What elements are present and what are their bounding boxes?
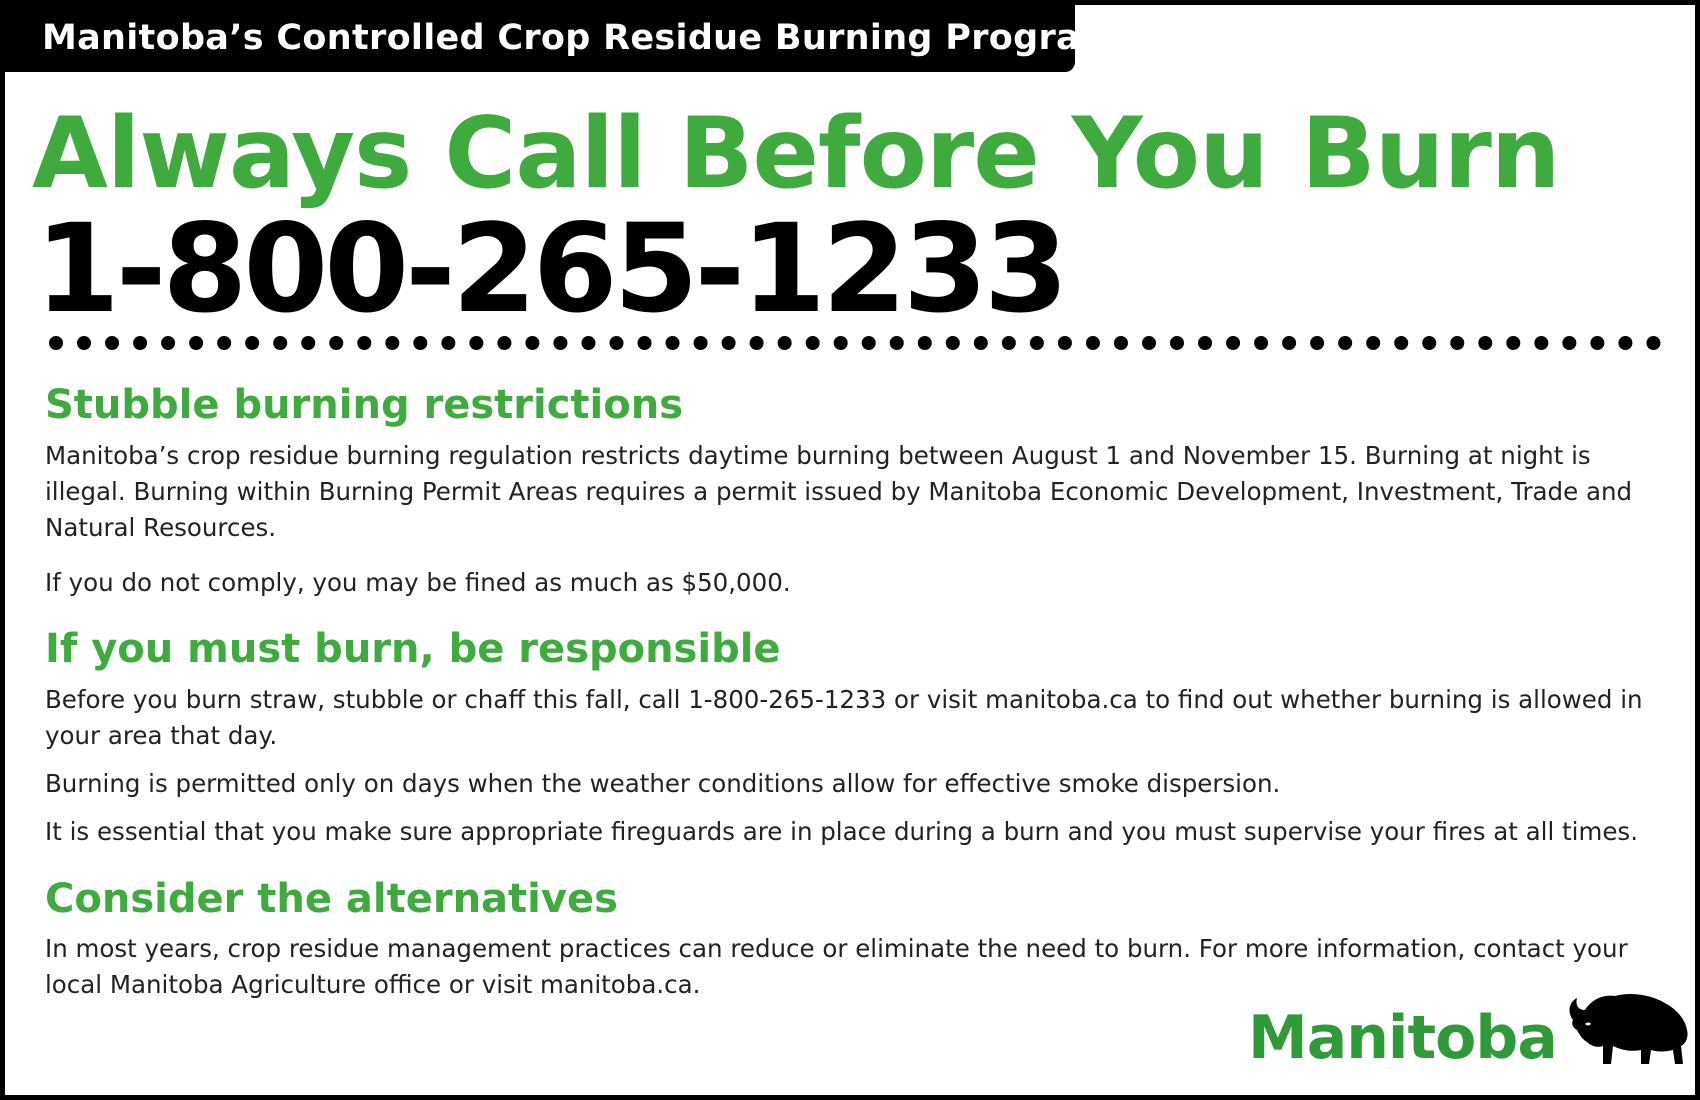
section-title-restrictions: Stubble burning restrictions [45, 382, 684, 428]
paragraph: Burning is permitted only on days when the weather conditions allow for effective smoke dispersion. [45, 769, 1281, 798]
dotted-divider [49, 336, 1661, 350]
program-banner: Manitoba’s Controlled Crop Residue Burning Program [5, 5, 1075, 72]
paragraph: If you do not comply, you may be fined as much as $50,000. [45, 568, 791, 597]
section-title-responsible: If you must burn, be responsible [45, 626, 781, 672]
paragraph: Manitoba’s crop residue burning regulation restricts daytime burning between August 1 and November 15. Burning at night is illegal. Burning within Burning Permit Areas requires a permit issued by Manitoba Economic Development, Investment, Trade and Natural Resources. [45, 441, 1633, 542]
paragraph: Before you burn straw, stubble or chaff this fall, call 1-800-265-1233 or visit manitoba.ca to find out whether burning is allowed in your area that day. [45, 685, 1643, 750]
headline: Always Call Before You Burn [32, 97, 1560, 211]
phone-number: 1-800-265-1233 [35, 198, 1065, 340]
bison-icon [1565, 990, 1691, 1068]
logo-wordmark: Manitoba [1248, 1003, 1557, 1073]
manitoba-logo [1248, 990, 1691, 1073]
paragraph: In most years, crop residue management practices can reduce or eliminate the need to burn. For more information, contact your local Manitoba Agriculture office or visit manitoba.ca. [45, 934, 1628, 999]
section-title-alternatives: Consider the alternatives [45, 876, 618, 922]
paragraph: It is essential that you make sure appropriate fireguards are in place during a burn and you must supervise your fires at all times. [45, 817, 1638, 846]
